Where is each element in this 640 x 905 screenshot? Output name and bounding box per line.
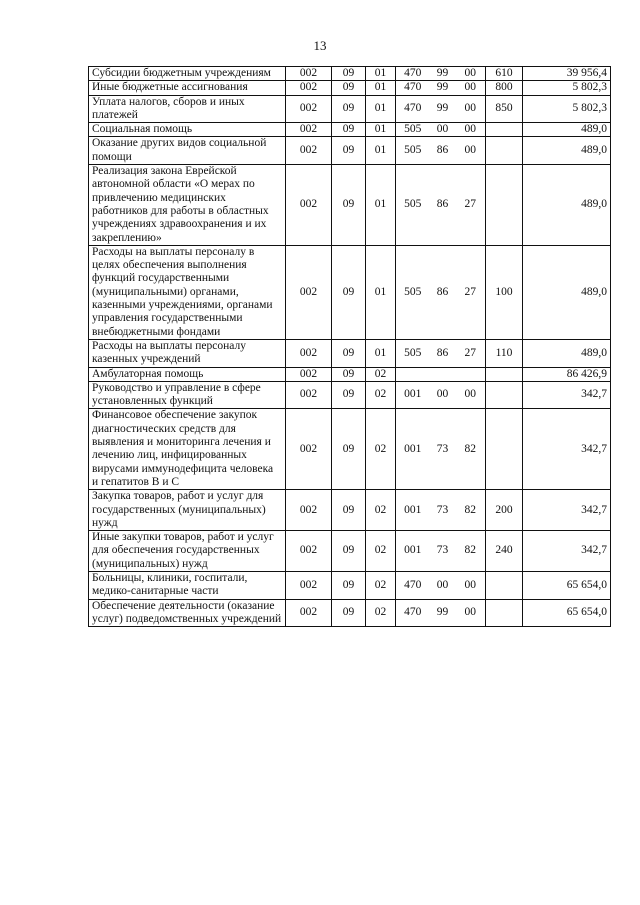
target-code-part1: 001 (396, 531, 430, 572)
target-code-part1: 001 (396, 381, 430, 409)
row-name: Больницы, клиники, госпитали, медико-санитарные части (89, 571, 286, 599)
ministry-code: 002 (286, 381, 332, 409)
target-code-part3: 27 (456, 165, 486, 246)
section-code: 09 (332, 165, 366, 246)
target-code-part1: 001 (396, 409, 430, 490)
amount: 342,7 (523, 381, 611, 409)
target-code-part3: 82 (456, 490, 486, 531)
target-code-part2: 86 (430, 137, 456, 165)
table-row (89, 67, 611, 81)
ministry-code: 002 (286, 123, 332, 137)
section-code: 09 (332, 531, 366, 572)
row-name: Социальная помощь (89, 123, 286, 137)
ministry-code: 002 (286, 367, 332, 381)
table-row (89, 599, 611, 627)
expense-type-code (486, 409, 523, 490)
ministry-code: 002 (286, 165, 332, 246)
expense-type-code: 240 (486, 531, 523, 572)
table-row (89, 339, 611, 367)
amount: 489,0 (523, 165, 611, 246)
expense-type-code: 800 (486, 81, 523, 95)
table-row (89, 531, 611, 572)
page-number: 13 (313, 38, 327, 53)
expense-type-code: 850 (486, 95, 523, 123)
amount: 342,7 (523, 490, 611, 531)
target-code-part3: 00 (456, 67, 486, 81)
target-code-part3: 27 (456, 339, 486, 367)
subsection-code: 02 (366, 409, 396, 490)
ministry-code: 002 (286, 339, 332, 367)
table-body (89, 67, 611, 627)
section-code: 09 (332, 123, 366, 137)
target-code-part3: 00 (456, 599, 486, 627)
target-code-part2: 73 (430, 531, 456, 572)
subsection-code: 01 (366, 165, 396, 246)
ministry-code: 002 (286, 67, 332, 81)
row-name: Иные бюджетные ассигнования (89, 81, 286, 95)
target-code-part2: 99 (430, 599, 456, 627)
table-row (89, 245, 611, 339)
ministry-code: 002 (286, 95, 332, 123)
expense-type-code (486, 123, 523, 137)
section-code: 09 (332, 137, 366, 165)
amount: 5 802,3 (523, 95, 611, 123)
ministry-code: 002 (286, 490, 332, 531)
amount: 489,0 (523, 339, 611, 367)
expense-type-code (486, 367, 523, 381)
budget-table (88, 66, 611, 627)
ministry-code: 002 (286, 409, 332, 490)
row-name: Обеспечение деятельности (оказание услуг) подведомственных учреждений (89, 599, 286, 627)
target-code-part1: 470 (396, 67, 430, 81)
target-code-part2: 00 (430, 123, 456, 137)
expense-type-code (486, 165, 523, 246)
subsection-code: 01 (366, 95, 396, 123)
amount: 65 654,0 (523, 599, 611, 627)
expense-type-code (486, 137, 523, 165)
target-code-part2: 73 (430, 409, 456, 490)
target-code-part2: 99 (430, 81, 456, 95)
target-code-part3: 00 (456, 571, 486, 599)
expense-type-code: 110 (486, 339, 523, 367)
target-code-part2: 00 (430, 571, 456, 599)
amount: 86 426,9 (523, 367, 611, 381)
target-code-part3 (456, 367, 486, 381)
section-code: 09 (332, 67, 366, 81)
section-code: 09 (332, 245, 366, 339)
expense-type-code: 610 (486, 67, 523, 81)
amount: 39 956,4 (523, 67, 611, 81)
amount: 489,0 (523, 137, 611, 165)
target-code-part2: 86 (430, 339, 456, 367)
amount: 489,0 (523, 245, 611, 339)
target-code-part1: 001 (396, 490, 430, 531)
row-name: Уплата налогов, сборов и иных платежей (89, 95, 286, 123)
subsection-code: 02 (366, 381, 396, 409)
subsection-code: 02 (366, 531, 396, 572)
row-name: Субсидии бюджетным учреждениям (89, 67, 286, 81)
amount: 489,0 (523, 123, 611, 137)
ministry-code: 002 (286, 245, 332, 339)
section-code: 09 (332, 367, 366, 381)
target-code-part3: 00 (456, 381, 486, 409)
section-code: 09 (332, 381, 366, 409)
table-row (89, 95, 611, 123)
ministry-code: 002 (286, 137, 332, 165)
target-code-part3: 27 (456, 245, 486, 339)
target-code-part1: 505 (396, 137, 430, 165)
subsection-code: 02 (366, 490, 396, 531)
expense-type-code (486, 381, 523, 409)
row-name: Амбулаторная помощь (89, 367, 286, 381)
expense-type-code (486, 571, 523, 599)
target-code-part1: 505 (396, 339, 430, 367)
table-row (89, 165, 611, 246)
target-code-part1: 470 (396, 599, 430, 627)
table-row (89, 571, 611, 599)
target-code-part3: 00 (456, 81, 486, 95)
subsection-code: 01 (366, 123, 396, 137)
table-row (89, 409, 611, 490)
target-code-part2: 00 (430, 381, 456, 409)
ministry-code: 002 (286, 531, 332, 572)
target-code-part2 (430, 367, 456, 381)
target-code-part1: 470 (396, 95, 430, 123)
amount: 65 654,0 (523, 571, 611, 599)
expense-type-code: 100 (486, 245, 523, 339)
subsection-code: 01 (366, 137, 396, 165)
target-code-part2: 86 (430, 165, 456, 246)
target-code-part1: 505 (396, 245, 430, 339)
target-code-part3: 00 (456, 137, 486, 165)
target-code-part2: 99 (430, 95, 456, 123)
table-row (89, 81, 611, 95)
table-row (89, 137, 611, 165)
row-name: Реализация закона Еврейской автономной области «О мерах по привлечению медицинских работников для работы в областных учреждениях здравоохранения и их закреплению» (89, 165, 286, 246)
target-code-part3: 82 (456, 409, 486, 490)
section-code: 09 (332, 95, 366, 123)
row-name: Иные закупки товаров, работ и услуг для обеспечения государственных (муниципальных) нужд (89, 531, 286, 572)
target-code-part2: 86 (430, 245, 456, 339)
row-name: Финансовое обеспечение закупок диагностических средств для выявления и мониторинга лечения и лечению лиц, инфицированных вирусами иммунодефицита человека и гепатитов В и С (89, 409, 286, 490)
subsection-code: 01 (366, 339, 396, 367)
target-code-part1: 470 (396, 81, 430, 95)
subsection-code: 01 (366, 81, 396, 95)
expense-type-code: 200 (486, 490, 523, 531)
section-code: 09 (332, 339, 366, 367)
row-name: Расходы на выплаты персоналу казенных учреждений (89, 339, 286, 367)
target-code-part1: 505 (396, 123, 430, 137)
subsection-code: 01 (366, 67, 396, 81)
row-name: Расходы на выплаты персоналу в целях обеспечения выполнения функций государственными (муниципальными) органами, казенными учреждениями, органами управления государственными внебюджетными фондами (89, 245, 286, 339)
section-code: 09 (332, 571, 366, 599)
amount: 342,7 (523, 531, 611, 572)
section-code: 09 (332, 599, 366, 627)
subsection-code: 02 (366, 367, 396, 381)
amount: 5 802,3 (523, 81, 611, 95)
target-code-part2: 73 (430, 490, 456, 531)
ministry-code: 002 (286, 571, 332, 599)
subsection-code: 02 (366, 571, 396, 599)
subsection-code: 01 (366, 245, 396, 339)
row-name: Руководство и управление в сфере установленных функций (89, 381, 286, 409)
target-code-part3: 00 (456, 95, 486, 123)
table-row (89, 490, 611, 531)
section-code: 09 (332, 490, 366, 531)
section-code: 09 (332, 81, 366, 95)
subsection-code: 02 (366, 599, 396, 627)
target-code-part1: 505 (396, 165, 430, 246)
table-row (89, 381, 611, 409)
ministry-code: 002 (286, 81, 332, 95)
table-row (89, 123, 611, 137)
target-code-part1 (396, 367, 430, 381)
target-code-part1: 470 (396, 571, 430, 599)
target-code-part3: 82 (456, 531, 486, 572)
row-name: Закупка товаров, работ и услуг для государственных (муниципальных) нужд (89, 490, 286, 531)
target-code-part2: 99 (430, 67, 456, 81)
row-name: Оказание других видов социальной помощи (89, 137, 286, 165)
amount: 342,7 (523, 409, 611, 490)
table-row (89, 367, 611, 381)
ministry-code: 002 (286, 599, 332, 627)
target-code-part3: 00 (456, 123, 486, 137)
section-code: 09 (332, 409, 366, 490)
expense-type-code (486, 599, 523, 627)
